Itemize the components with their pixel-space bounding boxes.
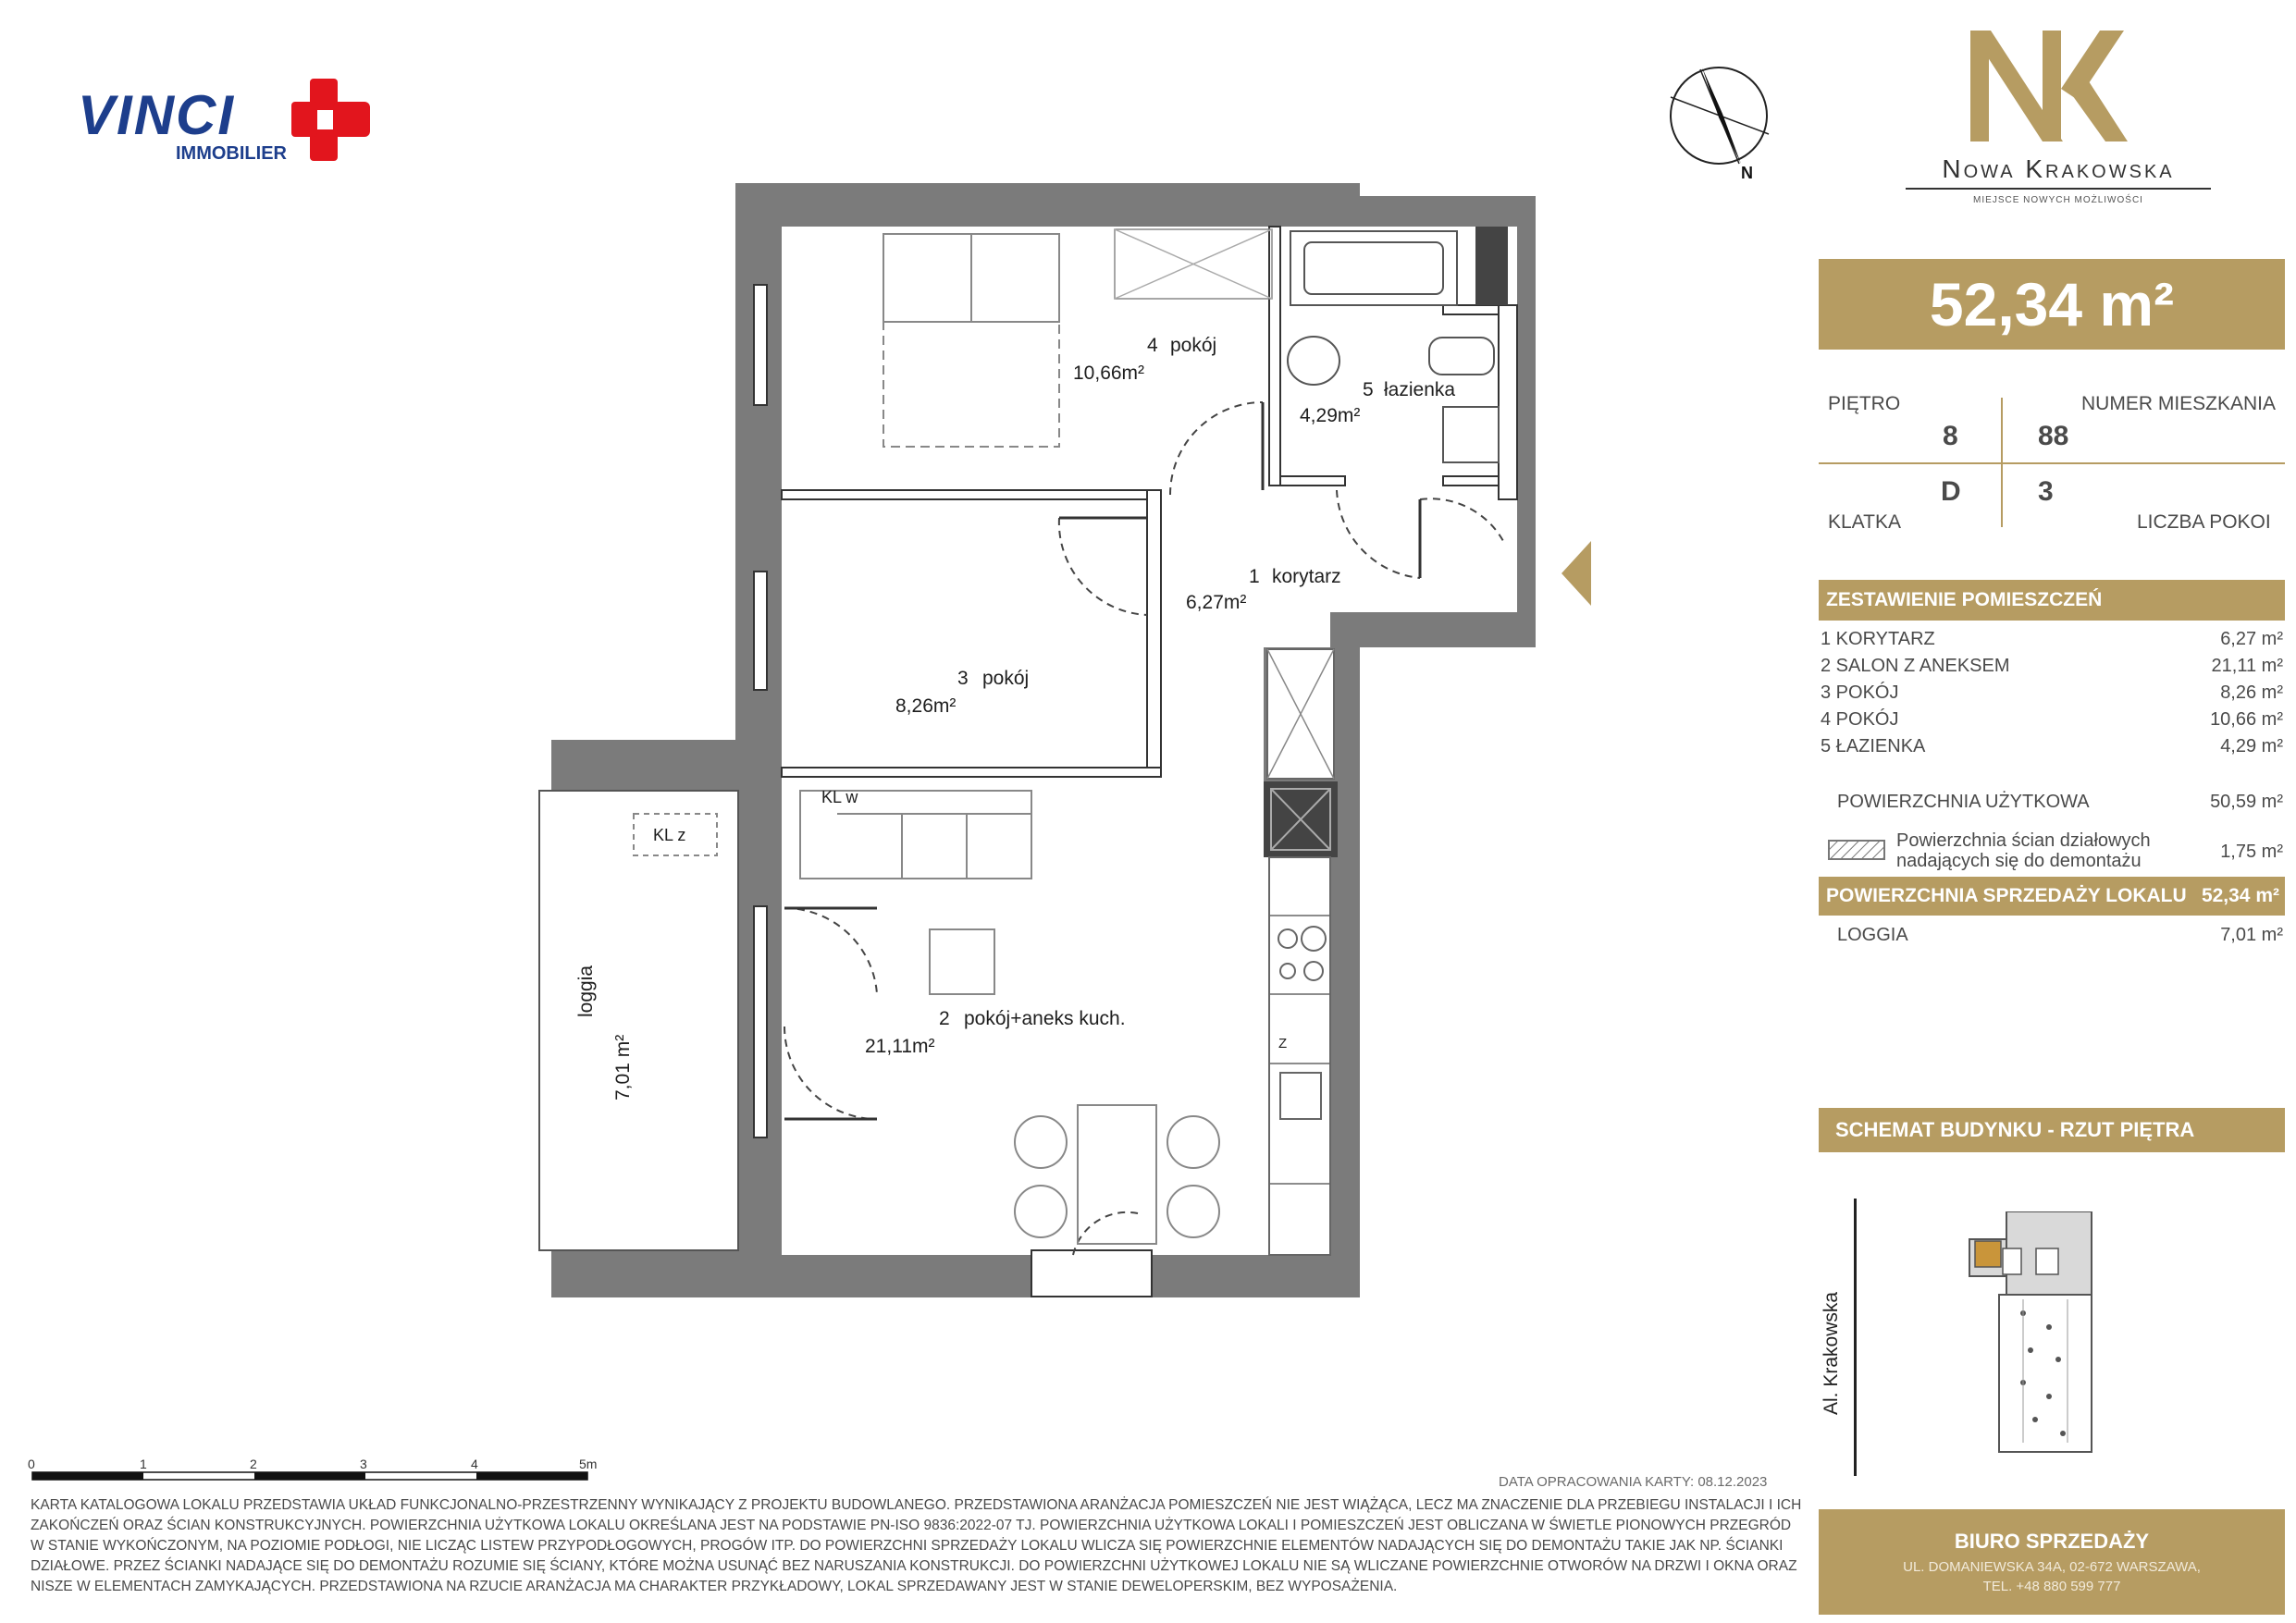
scale-bar [28, 1469, 620, 1487]
brand-divider [1906, 188, 2211, 190]
stair-label: KLATKA [1828, 511, 1901, 533]
floor-value: 8 [1943, 421, 1958, 451]
nk-monogram-icon [1906, 26, 2211, 146]
card-date: DATA OPRACOWANIA KARTY: 08.12.2023 [1499, 1474, 1768, 1490]
brand-name: Nowa Krakowska [1942, 154, 2175, 183]
building-scheme-drawing [1966, 1211, 2123, 1461]
room-row [1821, 656, 2283, 682]
usable-area-value: 50,59 m² [2210, 792, 2283, 812]
room-row [1821, 629, 2283, 656]
room5-area: 4,29m² [1300, 405, 1361, 426]
vinci-logo-text: VINCI [78, 84, 236, 146]
demountable-walls-value: 1,75 m² [2220, 842, 2283, 862]
fridge-label: Z [1278, 1036, 1288, 1051]
disclaimer-text: KARTA KATALOGOWA LOKALU PRZEDSTAWIA UKŁAD FUNKCJONALNO-PRZESTRZENNY WYNIKAJĄCY Z PROJEKTU BUDOWLANEGO. PRZEDSTAWIONA ARANŻACJA POMIESZCZEŃ NIE JEST WIĄŻĄCA, LECZ MA ZNACZENIE DLA PRZEBIEGU INSTALACJI I ICH ZAKOŃCZEŃ ORAZ ŚCIAN KONSTRUKCYJNYCH. POWIERZCHNIA UŻYTKOWA LOKALU OKREŚLANA JEST NA PODSTAWIE PN-ISO 9836:2022-07 TJ. POWIERZCHNIA UŻYTKOWA LOKALI I POMIESZCZEŃ JEST OBLICZANA W ŚWIETLE PIONOWYCH PRZEGRÓD W STANIE WYKOŃCZONYM, NA POZIOMIE PODŁOGI, NIE LICZĄC LISTEW PRZYPODŁOGOWYCH, PROGÓW ITP. DO POWIERZCHNI SPRZEDAŻY LOKALU WLICZA SIĘ POWIERZCHNIE ELEMENTÓW NADAJĄCYCH SIĘ DO DEMONTAŻU TAKIE JAK NP. ŚCIANKI DZIAŁOWE. PRZEZ ŚCIANKI NADAJĄCE SIĘ DO DEMONTAŻU ROZUMIE SIĘ ŚCIANY, KTÓRE MOŻNA USUNĄĆ BEZ NARUSZANIA KONSTRUKCJI. DO POWIERZCHNI UŻYTKOWEJ LOKALU NIE SĄ WLICZANE POWIERZCHNIE OTWORÓW NA DRZWI I OKNA ORAZ NISZE W ELEMENTACH ZAMYKAJĄCYCH. PRZEDSTAWIONA NA RZUCIE ARANŻACJA MA CHARAKTER PRZYKŁADOWY, LOKAL SPRZEDAWANY JEST W STANIE DEWELOPERSKIM, BEZ WYPOSAŻENIA. [31, 1497, 1802, 1594]
balcony-door [1031, 1250, 1152, 1297]
demountable-walls-label [1896, 830, 2151, 871]
room-name: 1 KORYTARZ [1821, 629, 1935, 649]
loggia-name-wrap [575, 953, 603, 1017]
room1-name: korytarz [1272, 566, 1341, 587]
vinci-logo-subtext: IMMOBILIER [176, 143, 287, 164]
room2-name: pokój+aneks kuch. [964, 1008, 1126, 1029]
room-area: 4,29 m² [2220, 736, 2283, 756]
room3-area: 8,26m² [895, 695, 957, 717]
room-name: 3 POKÓJ [1821, 682, 1899, 703]
sales-area-bar [1819, 877, 2285, 916]
rooms-summary-header: ZESTAWIENIE POMIESZCZEŃ [1819, 580, 2285, 621]
entrance-arrow-icon [1562, 541, 1591, 606]
loggia-label: LOGGIA [1837, 925, 1908, 945]
sales-area-label: POWIERZCHNIA SPRZEDAŻY LOKALU [1826, 885, 2187, 906]
scale-tick-3: 3 [360, 1457, 367, 1471]
room3-name: pokój [982, 668, 1030, 689]
street-line [1854, 1199, 1857, 1476]
brand-tagline: MIEJSCE NOWYCH MOŻLIWOŚCI [1973, 195, 2143, 205]
washbasin [1288, 337, 1339, 385]
scale-tick-4: 4 [471, 1457, 478, 1471]
toilet [1429, 338, 1494, 375]
room-area: 21,11 m² [2211, 656, 2283, 676]
ac-outdoor-label: KL z [653, 826, 686, 844]
scale-tick-2: 2 [250, 1457, 257, 1471]
room1-area: 6,27m² [1186, 592, 1247, 613]
room4-number: 4 [1147, 335, 1158, 356]
washing-machine [1443, 407, 1499, 462]
demountable-walls-label-line2: nadających się do demontażu [1896, 851, 2142, 871]
nowa-krakowska-logo [1906, 26, 2211, 229]
room-name: 4 POKÓJ [1821, 709, 1899, 730]
loggia-area-wrap [612, 1017, 640, 1100]
hatch-legend-icon [1828, 840, 1885, 860]
floor-label: PIĘTRO [1828, 393, 1901, 414]
total-area-badge: 52,34 m² [1819, 259, 2285, 350]
sales-office-phone: TEL. +48 880 599 777 [1982, 1579, 2121, 1594]
apartment-number-label: NUMER MIESZKANIA [2081, 393, 2277, 414]
room-name: 2 SALON Z ANEKSEM [1821, 656, 2010, 676]
room-name: 5 ŁAZIENKA [1821, 736, 1926, 756]
room-row [1821, 736, 2283, 763]
scale-tick-1: 1 [140, 1457, 147, 1471]
room-row [1821, 709, 2283, 736]
coffee-table [930, 929, 994, 994]
usable-area-label: POWIERZCHNIA UŻYTKOWA [1837, 792, 2090, 812]
street-label-wrap [1821, 1258, 1852, 1424]
ac-indoor-label: KL w [821, 788, 858, 806]
scale-tick-5: 5m [579, 1457, 598, 1471]
loggia-area: 7,01 m² [612, 1034, 634, 1100]
sales-office-box [1819, 1509, 2285, 1615]
demountable-walls-label-line1: Powierzchnia ścian działowych [1896, 830, 2151, 851]
sales-office-title: BIURO SPRZEDAŻY [1954, 1530, 2150, 1553]
room2-number: 2 [939, 1008, 950, 1029]
kitchen-counter [1269, 857, 1330, 1255]
rooms-count-label: LICZBA POKOI [2137, 511, 2271, 533]
dining-chairs [1015, 1116, 1219, 1237]
room3-number: 3 [957, 668, 969, 689]
loggia-wall [551, 740, 736, 784]
room1-number: 1 [1249, 566, 1260, 587]
room4-name: pokój [1170, 335, 1217, 356]
room-row [1821, 682, 2283, 709]
stair-value: D [1941, 476, 1961, 507]
room5-name: łazienka [1384, 379, 1456, 400]
room5-number: 5 [1363, 379, 1374, 400]
scale-tick-0: 0 [28, 1457, 35, 1471]
loggia-wall-bottom [551, 1250, 736, 1297]
building-scheme-header: SCHEMAT BUDYNKU - RZUT PIĘTRA [1819, 1108, 2285, 1152]
loggia-name: loggia [575, 965, 597, 1017]
loggia-value: 7,01 m² [2220, 925, 2283, 945]
room-area: 10,66 m² [2210, 709, 2283, 730]
apartment-number-value: 88 [2038, 421, 2069, 451]
info-horizontal-divider [1819, 462, 2285, 464]
scheme-apartment-highlight [1975, 1241, 2001, 1267]
room2-area: 21,11m² [865, 1036, 935, 1057]
bath-shaft [1475, 227, 1508, 305]
room-area: 6,27 m² [2220, 629, 2283, 649]
rooms-summary-list [1821, 629, 2283, 763]
room-area: 8,26 m² [2220, 682, 2283, 703]
room4-area: 10,66m² [1073, 363, 1145, 384]
compass-north-label: N [1741, 164, 1753, 180]
street-label: Al. Krakowska [1821, 1291, 1842, 1415]
sales-office-address: UL. DOMANIEWSKA 34A, 02-672 WARSZAWA, [1903, 1559, 2201, 1575]
sales-area-value: 52,34 m² [2201, 885, 2279, 906]
rooms-count-value: 3 [2038, 476, 2054, 507]
dining-table [1078, 1105, 1156, 1244]
